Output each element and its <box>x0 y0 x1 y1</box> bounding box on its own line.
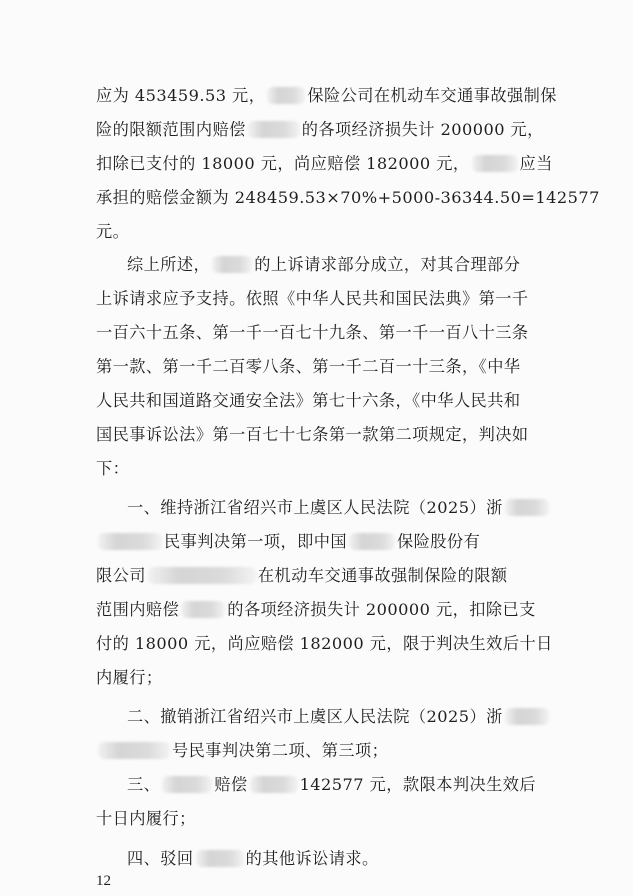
text-segment: 的上诉请求部分成立，对其合理部分 <box>254 255 521 274</box>
text-segment: 内履行； <box>96 668 163 687</box>
text-line <box>96 809 536 829</box>
text-line <box>96 222 536 242</box>
redacted-text <box>250 776 298 793</box>
text-segment: 三、 <box>127 775 161 794</box>
text-line <box>127 849 536 869</box>
text-segment: 限公司 <box>96 566 146 585</box>
redacted-text <box>267 87 305 104</box>
text-line <box>96 86 557 106</box>
text-line <box>127 775 536 795</box>
text-line <box>96 532 536 552</box>
redacted-text <box>472 155 518 172</box>
text-line <box>96 600 536 620</box>
redacted-text <box>212 256 252 273</box>
text-line <box>127 707 536 727</box>
text-line <box>96 188 600 208</box>
text-segment: 承担的赔偿金额为 248459.53×70%+5000-36344.50=142577 <box>96 188 600 207</box>
text-segment: 在机动车交通事故强制保险的限额 <box>257 566 508 585</box>
text-segment: 付的 18000 元，尚应赔偿 182000 元，限于判决生效后十日 <box>96 634 553 653</box>
redacted-text <box>162 776 212 793</box>
redacted-text <box>98 533 162 550</box>
text-segment: 一、维持浙江省绍兴市上虞区人民法院（2025）浙 <box>127 498 503 517</box>
text-segment: 的各项经济损失计 200000 元， <box>301 120 544 139</box>
text-segment: 元。 <box>96 222 130 241</box>
text-line <box>127 255 536 275</box>
text-segment: 下： <box>96 459 130 478</box>
text-segment: 保险公司在机动车交通事故强制保 <box>307 86 557 105</box>
text-line <box>127 498 536 518</box>
text-segment: 应当 <box>519 154 553 173</box>
text-line <box>96 391 536 411</box>
text-segment: 二、撤销浙江省绍兴市上虞区人民法院（2025）浙 <box>127 707 503 726</box>
text-segment: 国民事诉讼法》第一百七十七条第一款第二项规定，判决如 <box>96 425 529 444</box>
text-segment: 142577 元，款限本判决生效后 <box>299 775 537 794</box>
text-segment: 赔偿 <box>214 775 248 794</box>
redacted-text <box>505 708 549 725</box>
text-segment: 十日内履行； <box>96 809 196 828</box>
text-line <box>96 425 536 445</box>
redacted-text <box>248 121 300 138</box>
text-line <box>96 154 553 174</box>
text-segment: 范围内赔偿 <box>96 600 180 619</box>
text-segment: 应为 453459.53 元， <box>96 86 266 105</box>
text-line <box>96 634 553 654</box>
text-line <box>96 668 536 688</box>
text-segment: 险的限额范围内赔偿 <box>96 120 246 139</box>
text-segment: 民事判决第一项，即中国 <box>164 532 348 551</box>
redacted-text <box>505 499 549 516</box>
text-line <box>96 566 536 586</box>
text-segment: 一百六十五条、第一千一百七十九条、第一千一百八十三条 <box>96 323 529 342</box>
redacted-text <box>98 742 170 759</box>
redacted-text <box>349 533 395 550</box>
redacted-text <box>148 567 256 584</box>
text-segment: 的各项经济损失计 200000 元，扣除已支 <box>227 600 536 619</box>
text-segment: 扣除已支付的 18000 元，尚应赔偿 182000 元， <box>96 154 470 173</box>
text-segment: 号民事判决第二项、第三项； <box>172 741 389 760</box>
text-segment: 上诉请求应予支持。依照《中华人民共和国民法典》第一千 <box>96 289 529 308</box>
text-line <box>96 357 536 377</box>
text-segment: 人民共和国道路交通安全法》第七十六条，《中华人民共和 <box>96 391 521 410</box>
text-segment: 第一款、第一千二百零八条、第一千二百一十三条，《中华 <box>96 357 521 376</box>
text-segment: 综上所述， <box>127 255 211 274</box>
page-number: 12 <box>96 873 111 889</box>
text-line <box>96 741 536 761</box>
text-line <box>96 323 536 343</box>
text-line <box>96 289 536 309</box>
redacted-text <box>196 850 244 867</box>
text-segment: 保险股份有 <box>397 532 481 551</box>
redacted-text <box>181 601 225 618</box>
text-line <box>96 120 544 140</box>
text-segment: 四、驳回 <box>127 849 194 868</box>
text-line <box>96 459 536 479</box>
text-segment: 的其他诉讼请求。 <box>245 849 379 868</box>
